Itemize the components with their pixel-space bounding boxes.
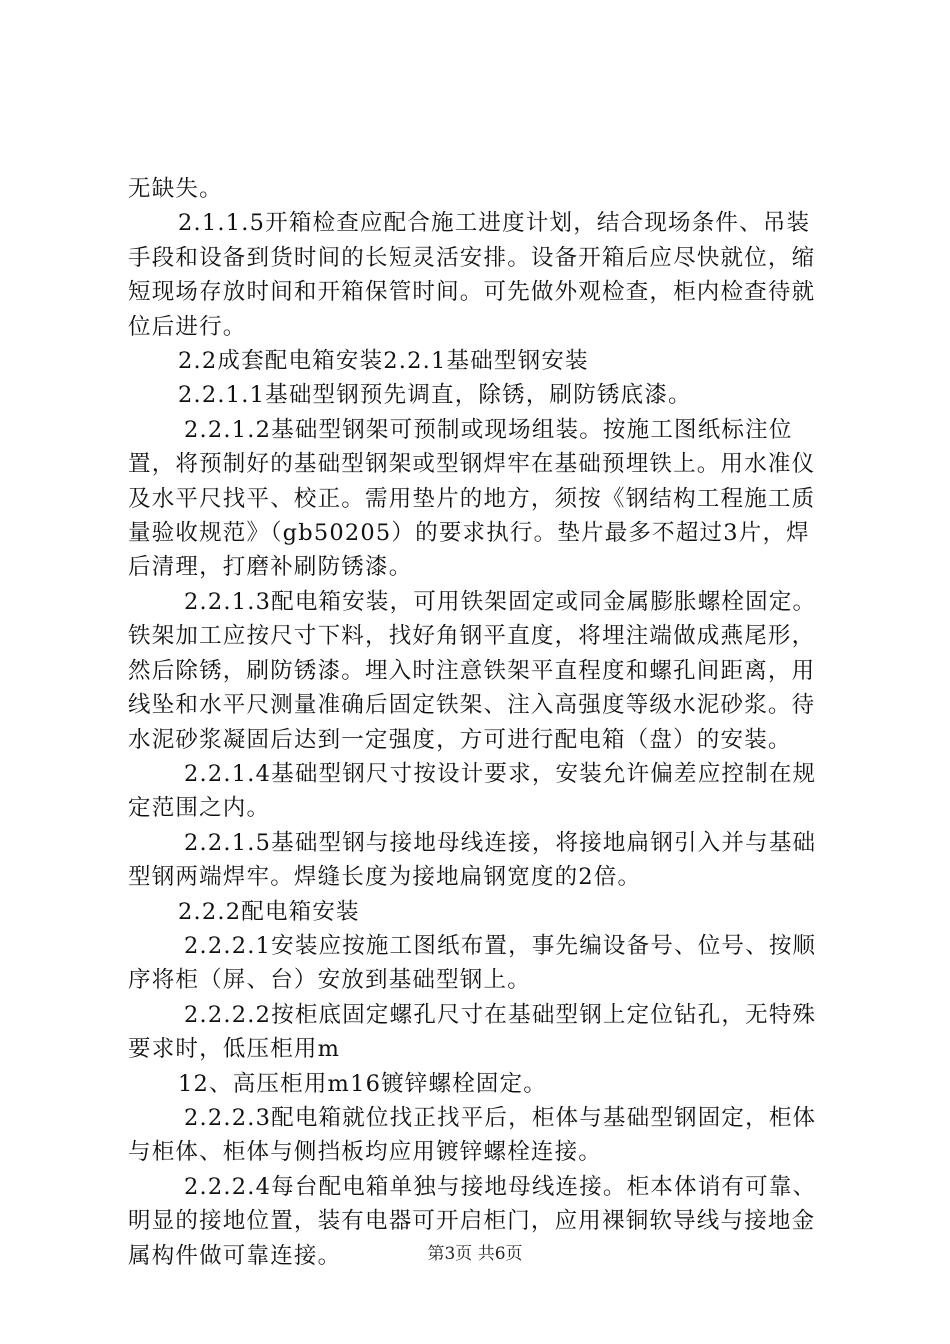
paragraph-2-2-1-5: 2.2.1.5基础型钢与接地母线连接，将接地扁钢引入并与基础型钢两端焊牢。焊缝长度为接地扁钢宽度的2倍。: [128, 829, 817, 891]
document-body: [128, 172, 833, 1273]
page-footer: [0, 1244, 950, 1264]
page-number-label: 第3页 共6页: [427, 1244, 523, 1264]
paragraph-2-2-1-1: 2.2.1.1基础型钢预先调直，除锈，刷防锈底漆。: [178, 382, 692, 409]
paragraph-2-2-1-2: 2.2.1.2基础型钢架可预制或现场组装。按施工图纸标注位置，将预制好的基础型钢架或型钢焊牢在基础预埋铁上。用水准仪及水平尺找平、校正。需用垫片的地方，须按《钢结构工程施工质量验收规范》（gb50205）的要求执行。垫片最多不超过3片，焊后清理，打磨补刷防锈漆。: [128, 416, 816, 581]
paragraph-continuation: 无缺失。: [128, 176, 223, 202]
section-heading-2-2-2: 2.2.2配电箱安装: [178, 898, 360, 925]
paragraph-2-2-1-3: 2.2.1.3配电箱安装，可用铁架固定或同金属膨胀螺栓固定。铁架加工应按尺寸下料，找好角钢平直度，将埋注端做成燕尾形，然后除锈，刷防锈漆。埋入时注意铁架平直程度和螺孔间距离，用线坠和水平尺测量准确后固定铁架、注入高强度等级水泥砂浆。待水泥砂浆凝固后达到一定强度，方可进行配电箱（盘）的安装。: [128, 588, 817, 753]
paragraph-2-1-1-5: 2.1.1.5开箱检查应配合施工进度计划，结合现场条件、吊装手段和设备到货时间的长短灵活安排。设备开箱后应尽快就位，缩短现场存放时间和开箱保管时间。可先做外观检查，柜内检查待就位后进行。: [128, 210, 816, 340]
section-heading-2-2: 2.2成套配电箱安装2.2.1基础型钢安装: [178, 348, 589, 375]
paragraph-2-2-2-1: 2.2.2.1安装应按施工图纸布置，事先编设备号、位号、按顺序将柜（屏、台）安放到基础型钢上。: [128, 932, 817, 994]
paragraph-2-2-2-3: 2.2.2.3配电箱就位找正找平后，柜体与基础型钢固定，柜体与柜体、柜体与侧挡板均应用镀锌螺栓连接。: [128, 1104, 817, 1166]
paragraph-2-2-2-2: 2.2.2.2按柜底固定螺孔尺寸在基础型钢上定位钻孔，无特殊要求时，低压柜用m: [128, 1001, 817, 1063]
paragraph-2-2-2-4: 2.2.2.4每台配电箱单独与接地母线连接。柜本体诮有可靠、明显的接地位置，装有电器可开启柜门，应用裸铜软导线与接地金属构件做可靠连接。: [128, 1173, 817, 1269]
paragraph-2-2-1-4: 2.2.1.4基础型钢尺寸按设计要求，安装允许偏差应控制在规定范围之内。: [128, 760, 817, 822]
paragraph-2-2-2-2-continued: 12、高压柜用m16镀锌螺栓固定。: [178, 1070, 547, 1097]
